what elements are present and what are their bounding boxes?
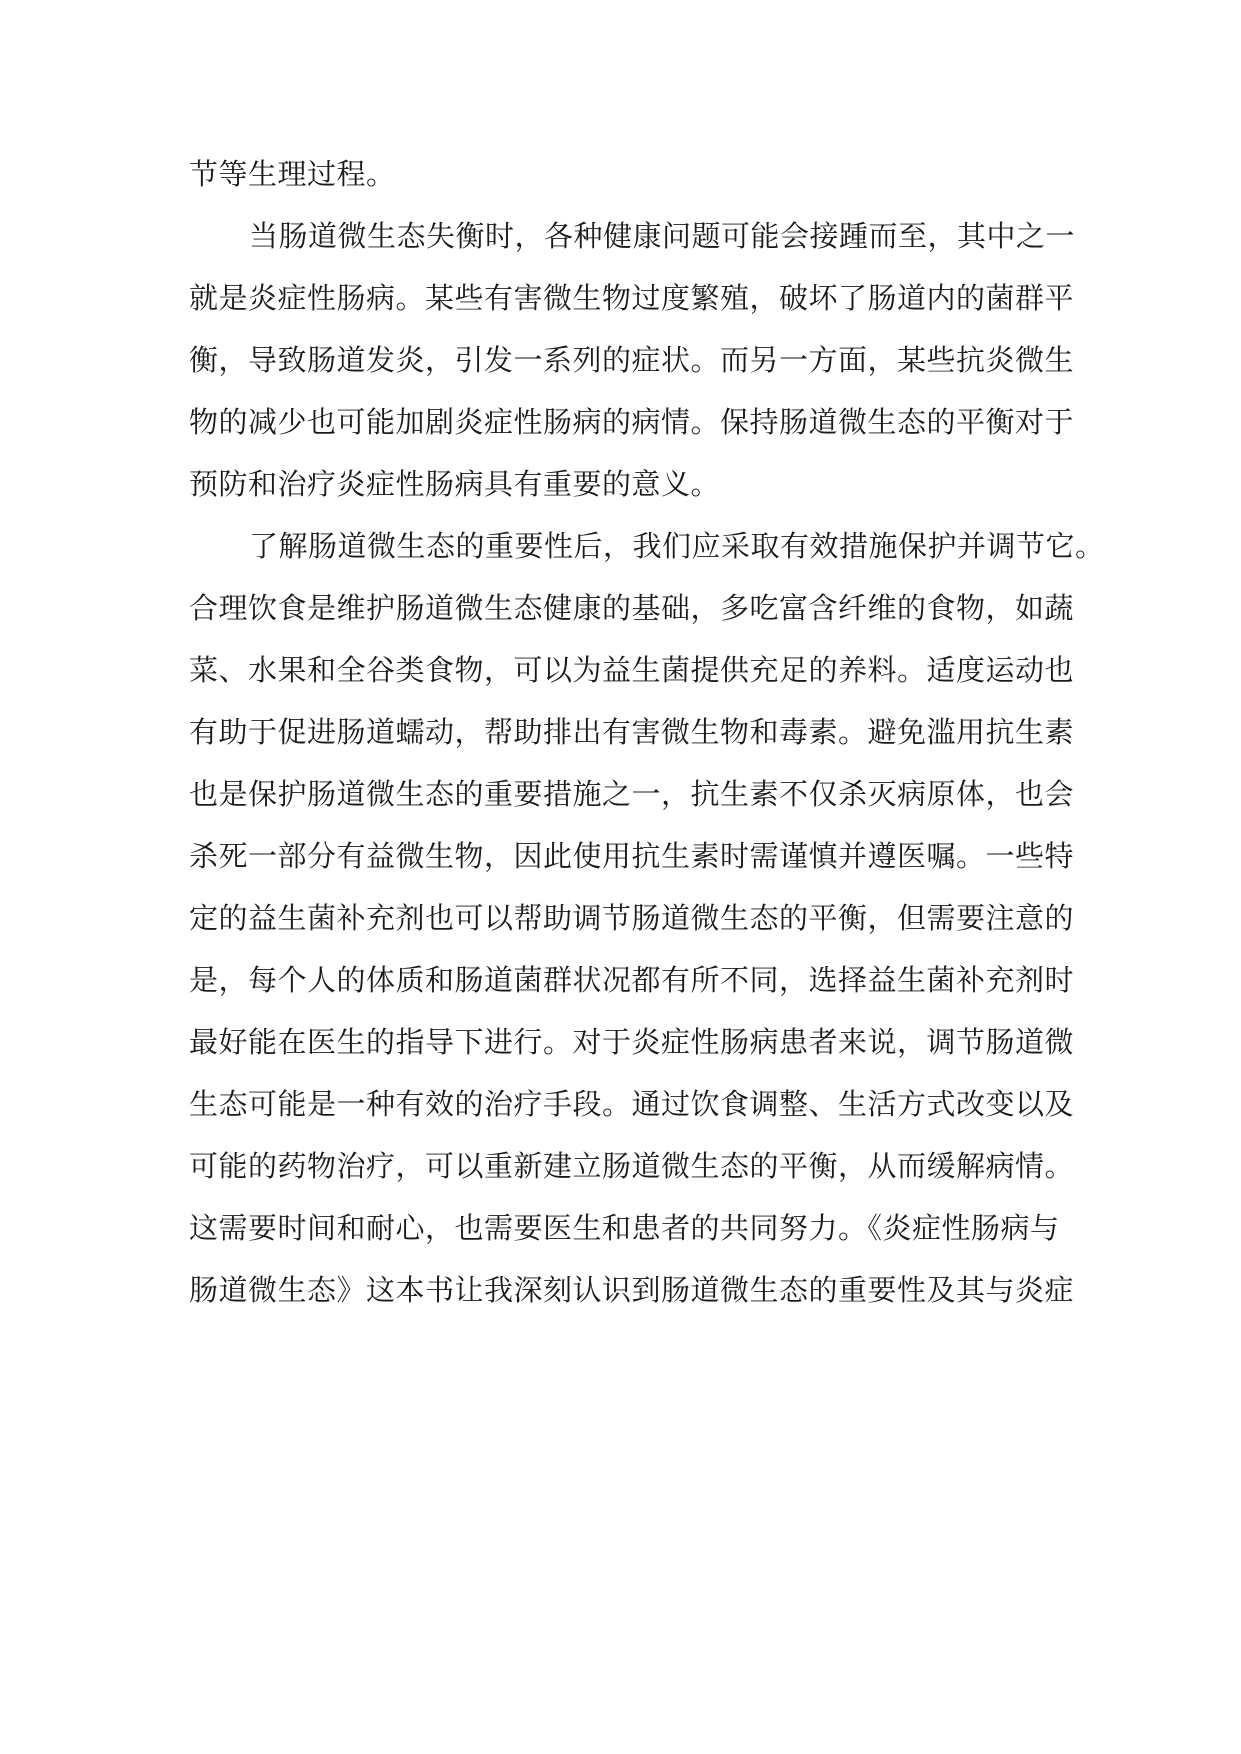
paragraph-2-line-3: 衡，导致肠道发炎，引发一系列的症状。而另一方面，某些抗炎微生 bbox=[189, 343, 1075, 377]
paragraph-3-line-8: 是，每个人的体质和肠道菌群状况都有所不同，选择益生菌补充剂时 bbox=[189, 963, 1075, 997]
paragraph-2-line-2: 就是炎症性肠病。某些有害微生物过度繁殖，破坏了肠道内的菌群平 bbox=[189, 281, 1075, 315]
paragraph-1-line-1: 节等生理过程。 bbox=[189, 157, 396, 191]
paragraph-2-line-4: 物的减少也可能加剧炎症性肠病的病情。保持肠道微生态的平衡对于 bbox=[189, 405, 1075, 439]
body-text bbox=[189, 143, 1105, 1321]
paragraph-3-line-12: 这需要时间和耐心，也需要医生和患者的共同努力。《炎症性肠病与 bbox=[189, 1211, 1060, 1245]
paragraph-3-line-1: 了解肠道微生态的重要性后，我们应采取有效措施保护并调节它。 bbox=[249, 529, 1105, 563]
paragraph-3-line-6: 杀死一部分有益微生物，因此使用抗生素时需谨慎并遵医嘱。一些特 bbox=[189, 839, 1075, 873]
paragraph-2-line-5: 预防和治疗炎症性肠病具有重要的意义。 bbox=[189, 467, 721, 501]
paragraph-3-line-7: 定的益生菌补充剂也可以帮助调节肠道微生态的平衡，但需要注意的 bbox=[189, 901, 1075, 935]
paragraph-3-line-3: 菜、水果和全谷类食物，可以为益生菌提供充足的养料。适度运动也 bbox=[189, 653, 1075, 687]
paragraph-3-line-11: 可能的药物治疗，可以重新建立肠道微生态的平衡，从而缓解病情。 bbox=[189, 1149, 1075, 1183]
paragraph-3-line-5: 也是保护肠道微生态的重要措施之一，抗生素不仅杀灭病原体，也会 bbox=[189, 777, 1075, 811]
paragraph-2-line-1: 当肠道微生态失衡时，各种健康问题可能会接踵而至，其中之一 bbox=[249, 219, 1076, 253]
paragraph-3-line-4: 有助于促进肠道蠕动，帮助排出有害微生物和毒素。避免滥用抗生素 bbox=[189, 715, 1075, 749]
paragraph-3-line-13: 肠道微生态》这本书让我深刻认识到肠道微生态的重要性及其与炎症 bbox=[189, 1273, 1075, 1307]
paragraph-3-line-10: 生态可能是一种有效的治疗手段。通过饮食调整、生活方式改变以及 bbox=[189, 1087, 1075, 1121]
paragraph-3-line-9: 最好能在医生的指导下进行。对于炎症性肠病患者来说，调节肠道微 bbox=[189, 1025, 1075, 1059]
paragraph-3-line-2: 合理饮食是维护肠道微生态健康的基础，多吃富含纤维的食物，如蔬 bbox=[189, 591, 1075, 625]
